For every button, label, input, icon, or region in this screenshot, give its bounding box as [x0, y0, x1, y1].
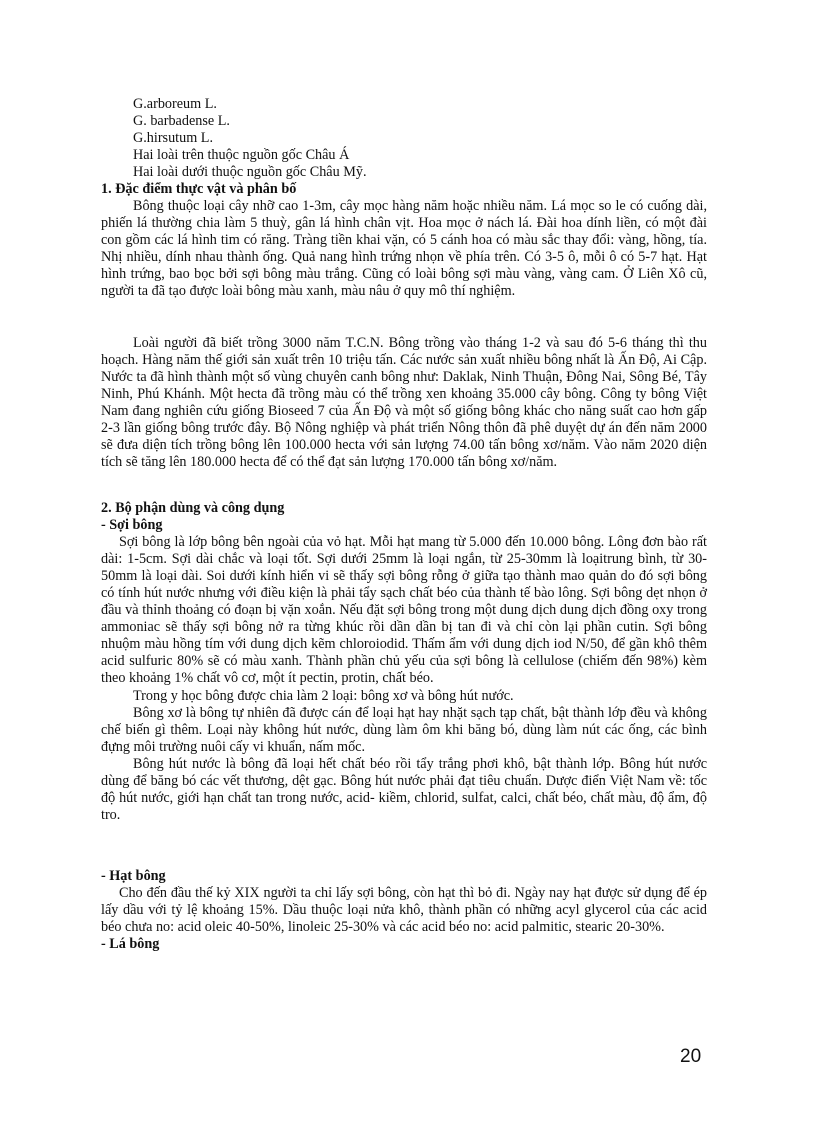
- soi-bong-paragraph: Trong y học bông được chia làm 2 loại: bông xơ và bông hút nước.: [133, 687, 514, 704]
- soi-bong-paragraph: Sợi bông là lớp bông bên ngoài của vỏ hạt. Mỗi hạt mang từ 5.000 đến 10.000 bông. Lông đơn bào rất dài: 1-5cm. Sợi dài chắc và loại tốt. Sợi dưới 25mm là loại ngắn, từ 25-30mm là loạitrung bình, từ 30-50mm là loại dài. Soi dưới kính hiển vi sẽ thấy sợi bông rỗng ở giữa tạo thành mao quản do đó sợi bông có tính hút nước nhưng với điều kiện là phải tẩy sạch chất béo của thành tế bào lông. Sợi bông dẹt nhọn ở đầu và thỉnh thoảng có đoạn bị vặn xoắn. Nếu đặt sợi bông trong một dung dịch dung dịch đồng oxy trong ammoniac sẽ thấy sợi bông nở ra từng khúc rồi dần dần bị tan đi và chỉ còn lại phần cutin. Sợi bông nhuộm màu hồng tím với dung dịch kẽm chloroiodid. Thấm ẩm với dung dịch iod N/50, để gần khô thêm acid sulfuric 80% sẽ có màu xanh. Thành phần chủ yếu của sợi bông là cellulose (chiếm đến 98%) kèm theo khoảng 1% chất vô cơ, một ít pectin, protin, chất béo.: [101, 534, 707, 687]
- soi-bong-paragraph: Bông hút nước là bông đã loại hết chất béo rồi tẩy trắng phơi khô, bật thành lớp. Bông hút nước dùng để băng bó các vết thương, dệt gạc. Bông hút nước phải đạt tiêu chuẩn. Dược điển Việt Nam về: tốc độ hút nước, giới hạn chất tan trong nước, acid- kiềm, chlorid, sulfat, calci, chất béo, chất màu, độ ẩm, độ tro.: [101, 755, 707, 823]
- species-item: Hai loài trên thuộc nguồn gốc Châu Á: [133, 147, 350, 164]
- species-item: Hai loài dưới thuộc nguồn gốc Châu Mỹ.: [133, 164, 367, 181]
- subheading-soi-bong: - Sợi bông: [101, 517, 163, 534]
- section-1-paragraph: Loài người đã biết trồng 3000 năm T.C.N. Bông trồng vào tháng 1-2 và sau đó 5-6 tháng thì thu hoạch. Hàng năm thế giới sản xuất trên 10 triệu tấn. Các nước sản xuất nhiều bông nhất là Ấn Độ, Ai Cập. Nước ta đã hình thành một số vùng chuyên canh bông như: Daklak, Ninh Thuận, Đông Nai, Sông Bé, Tây Ninh, Phú Khánh. Một hecta đã trồng màu có thể trồng xen khoảng 35.000 cây bông. Công ty bông Việt Nam đang nghiên cứu giống Bioseed 7 của Ấn Độ và một số giống bông khác cho năng suất cao hơn gấp 2-3 lần giống bông trước đây. Bộ Nông nghiệp và phát triển Nông thôn đã phê duyệt dự án đến năm 2000 sẽ đưa diện tích trồng bông lên 100.000 hecta với sản lượng 74.00 tấn bông xơ/năm. Vào năm 2020 diện tích sẽ tăng lên 180.000 hecta để có thể đạt sản lượng 170.000 tấn bông xơ/năm.: [101, 335, 707, 471]
- species-list: [133, 96, 367, 181]
- section-1-heading: 1. Đặc điểm thực vật và phân bố: [101, 181, 297, 197]
- section-2-heading: 2. Bộ phận dùng và công dụng: [101, 500, 285, 516]
- section-hat-bong: [101, 868, 707, 953]
- page-number: 20: [680, 1046, 702, 1067]
- section-2: [101, 500, 707, 824]
- section-1-paragraph: Bông thuộc loại cây nhỡ cao 1-3m, cây mọc hàng năm hoặc nhiều năm. Lá mọc so le có cuống dài, phiến lá thường chia làm 5 thuỳ, gân lá hình chân vịt. Hoa mọc ở nách lá. Đài hoa dính liền, có một đài con gồm các lá hình tim có răng. Tràng tiền khai vặn, có 5 cánh hoa có màu sắc thay đổi: vàng, hồng, tía. Nhị nhiều, dính nhau thành ống. Quả nang hình trứng nhọn về phía trên. Có 3-5 ô, mỗi ô có 5-7 hạt. Hạt hình trứng, bao bọc bởi sợi bông màu trắng. Cũng có loài bông sợi màu vàng, vàng cam. Ở Liên Xô cũ, người ta đã tạo được loài bông màu xanh, màu nâu ở quy mô thí nghiệm.: [101, 198, 707, 300]
- soi-bong-paragraph: Bông xơ là bông tự nhiên đã được cán để loại hạt hay nhặt sạch tạp chất, bật thành lớp đều và không chế biến gì thêm. Loại này không hút nước, dùng làm ôm khi băng bó, dùng làm nút các ống, các bình đựng môi trường nuôi cấy vi khuẩn, nấm mốc.: [101, 704, 707, 755]
- species-item: G.hirsutum L.: [133, 130, 213, 147]
- species-item: G. barbadense L.: [133, 113, 230, 130]
- hat-bong-paragraph: Cho đến đầu thế kỷ XIX người ta chỉ lấy sợi bông, còn hạt thì bỏ đi. Ngày nay hạt được sử dụng để ép lấy dầu với tỷ lệ khoảng 15%. Dầu thuộc loại nửa khô, thành phần có những acyl glycerol của các acid béo chưa no: acid oleic 40-50%, linoleic 25-30% và các acid béo no: acid palmitic, stearic 20-30%.: [101, 885, 707, 936]
- section-1: [101, 181, 707, 300]
- subheading-hat-bong: - Hạt bông: [101, 868, 166, 884]
- species-item: G.arboreum L.: [133, 96, 217, 112]
- section-1-history: [101, 335, 707, 471]
- subheading-la-bong: - Lá bông: [101, 936, 160, 953]
